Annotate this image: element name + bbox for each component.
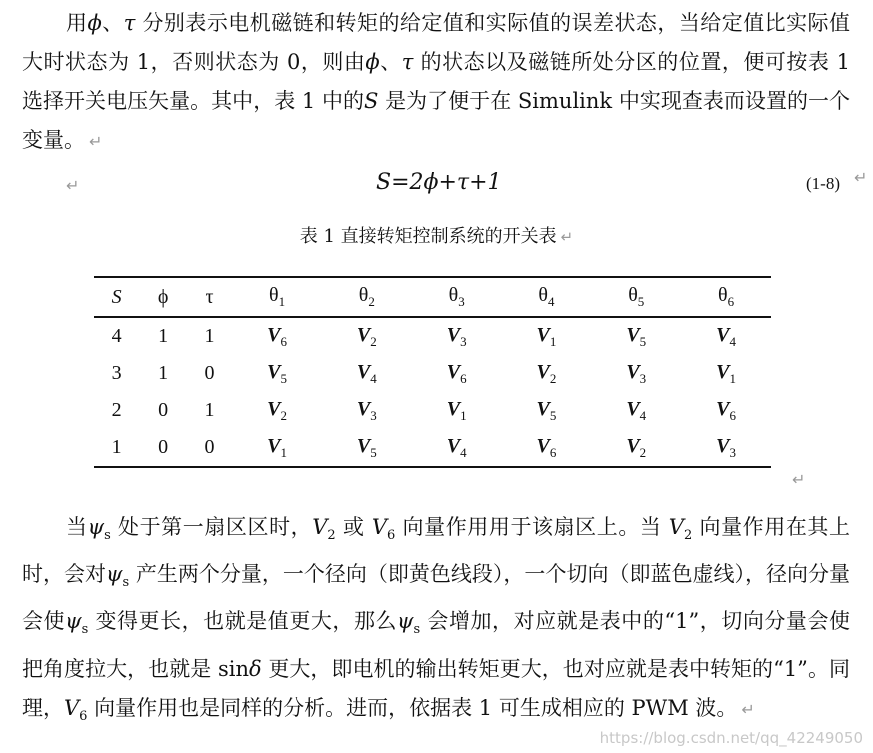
- header-s: S: [94, 277, 139, 317]
- return-mark-icon: ↵: [792, 470, 806, 489]
- header-theta-5: $\theta_5$: [591, 277, 681, 317]
- equation: S=2ϕ+τ+1: [376, 170, 502, 195]
- header-theta-2: $\theta_2$: [322, 277, 412, 317]
- phi-symbol: ϕ: [87, 11, 102, 35]
- table-caption: 表 1 直接转矩控制系统的开关表 ↵: [299, 226, 574, 247]
- header-theta-6: $\theta_6$: [681, 277, 771, 317]
- table-row: 1 0 0 $V_1$ $V_5$ $V_4$ $V_6$ $V_2$ $V_3$: [94, 429, 771, 467]
- equation-row: [0, 168, 873, 208]
- header-tau: τ: [187, 277, 232, 317]
- table-row: 2 0 1 $V_2$ $V_3$ $V_1$ $V_5$ $V_4$ $V_6$: [111, 397, 736, 423]
- header-phi: ϕ: [139, 277, 187, 317]
- table-row: 3 1 0 $V_5$ $V_4$ $V_6$ $V_2$ $V_3$ $V_1$: [111, 360, 736, 386]
- paragraph-intro: 用ϕ、τ 分别表示电机磁链和转矩的给定值和实际值的误差状态，当给定值比实际值大时状态为 1，否则状态为 0，则由ϕ、τ 的状态以及磁链所处分区的位置，便可按表 1 选择开关电压矢量。其中，表 1 中的S 是为了便于在 Simulink 中实现查表而设置的一个变量。 ↵: [22, 11, 851, 152]
- paragraph-analysis: 当$\psi_s$ 处于第一扇区区时，$V_2$ 或 $V_6$ 向量作用用于该扇区上。当 $V_2$ 向量作用在其上时，会对$\psi_s$ 产生两个分量，一个径向（即黄色线段），一个切向（即蓝色虚线），径向分量会使$\psi_s$ 变得更长，也就是值更大，那么$\psi_s$ 会增加，对应就是表中的“1”，切向分量会使把角度拉大，也就是 sinδ 更大，即电机的输出转矩更大，也对应就是表中转矩的“1”。同理，$V_6$ 向量作用也是同样的分析。进而，依据表 1 可生成相应的 PWM 波。 ↵: [22, 515, 850, 724]
- table-header-row: [94, 277, 771, 317]
- watermark: https://blog.csdn.net/qq_42249050: [599, 729, 863, 747]
- return-mark-icon: ↵: [66, 176, 80, 195]
- switch-table: [94, 276, 771, 468]
- header-theta-3: $\theta_3$: [412, 277, 502, 317]
- header-theta-1: $\theta_1$: [232, 277, 322, 317]
- header-theta-4: $\theta_4$: [502, 277, 592, 317]
- tau-symbol: τ: [123, 11, 136, 35]
- table-row: 4 1 1 $V_6$ $V_2$ $V_3$ $V_1$ $V_5$ $V_4$: [111, 323, 736, 349]
- return-mark-icon: ↵: [89, 132, 103, 151]
- equation-number: (1-8): [806, 174, 840, 193]
- s-variable: S: [364, 89, 379, 113]
- return-mark-icon: ↵: [560, 228, 574, 246]
- return-mark-icon: ↵: [741, 699, 755, 719]
- return-mark-icon: ↵: [854, 168, 868, 187]
